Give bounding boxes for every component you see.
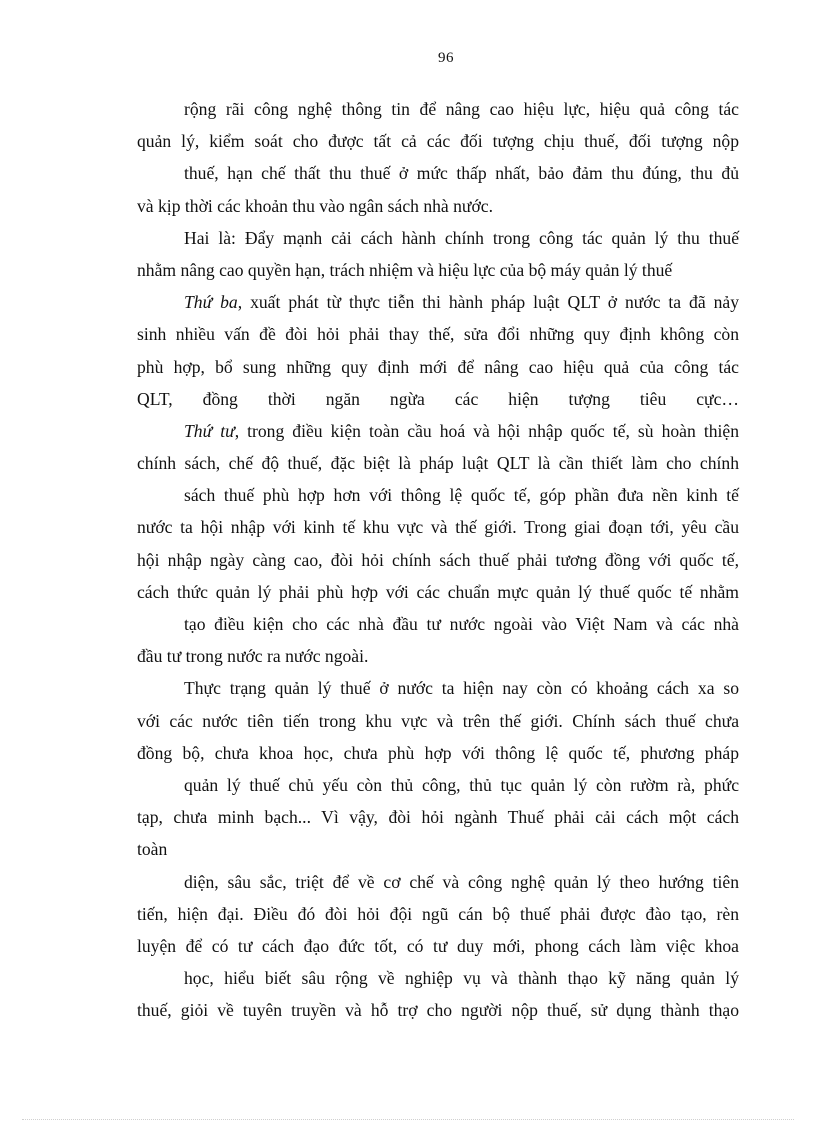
text-line-content: toàn: [137, 839, 168, 860]
text-line-content: hội nhập ngày càng cao, đòi hỏi chính sách thuế phải tương đồng với quốc tế,: [137, 549, 739, 570]
text-line-content: quản lý thuế chủ yếu còn thủ công, thủ tục quản lý còn rườm rà, phức: [184, 774, 739, 795]
text-line-content: và kịp thời các khoản thu vào ngân sách nhà nước.: [137, 195, 493, 216]
text-line: [137, 608, 739, 640]
text-line: [137, 833, 739, 865]
text-line: [137, 769, 739, 801]
text-line-content: đồng bộ, chưa khoa học, chưa phù hợp với thông lệ quốc tế, phương pháp: [137, 742, 739, 763]
italic-lead-phrase: Thứ tư: [184, 420, 235, 441]
text-line: [137, 962, 739, 994]
text-line: [137, 157, 739, 189]
text-line: [137, 383, 739, 415]
text-line-content: sinh nhiều vấn đề đòi hỏi phải thay thế, sửa đổi những quy định không còn: [137, 324, 739, 345]
text-line: [137, 511, 739, 543]
text-line-content: chính sách, chế độ thuế, đặc biệt là pháp luật QLT là cần thiết làm cho chính: [137, 453, 739, 474]
text-line-content: rộng rãi công nghệ thông tin để nâng cao hiệu lực, hiệu quả công tác: [184, 99, 739, 119]
text-line: [137, 866, 739, 898]
text-line-content: thuế, hạn chế thất thu thuế ở mức thấp nhất, bảo đảm thu đúng, thu đủ: [184, 163, 739, 184]
text-line-content: nhằm nâng cao quyền hạn, trách nhiệm và hiệu lực của bộ máy quản lý thuế: [137, 259, 673, 280]
text-line-content: học, hiểu biết sâu rộng về nghiệp vụ và thành thạo kỹ năng quản lý: [184, 968, 739, 989]
text-line-content: với các nước tiên tiến trong khu vực và trên thế giới. Chính sách thuế chưa: [137, 710, 739, 731]
italic-lead-phrase: Thứ ba: [184, 292, 238, 313]
text-line: [137, 640, 739, 672]
text-line-content: nước ta hội nhập với kinh tế khu vực và thế giới. Trong giai đoạn tới, yêu cầu: [137, 517, 739, 538]
text-line-content: tạp, chưa minh bạch... Vì vậy, đòi hỏi ngành Thuế phải cải cách một cách: [137, 807, 739, 828]
text-line-content: sách thuế phù hợp hơn với thông lệ quốc tế, góp phần đưa nền kinh tế: [184, 485, 739, 506]
text-line-content: tạo điều kiện cho các nhà đầu tư nước ngoài vào Việt Nam và các nhà: [184, 614, 739, 634]
text-line: [137, 576, 739, 608]
text-line-content: , trong điều kiện toàn cầu hoá và hội nhập quốc tế, sù hoàn thiện: [234, 420, 739, 441]
text-line-content: QLT, đồng thời ngăn ngừa các hiện tượng tiêu cực…: [137, 388, 739, 409]
text-line-content: cách thức quản lý phải phù hợp với các chuẩn mực quản lý thuế quốc tế nhằm: [137, 581, 739, 602]
text-line: [137, 737, 739, 769]
text-line-content: tiến, hiện đại. Điều đó đòi hỏi đội ngũ cán bộ thuế phải được đào tạo, rèn: [137, 903, 739, 924]
text-line: [137, 930, 739, 962]
text-line-content: Thực trạng quản lý thuế ở nước ta hiện nay còn có khoảng cách xa so: [184, 678, 739, 699]
text-line-content: luyện để có tư cách đạo đức tốt, có tư duy mới, phong cách làm việc khoa: [137, 935, 739, 956]
text-line: [137, 286, 739, 318]
text-line-content: phù hợp, bổ sung những quy định mới để nâng cao hiệu quả của công tác: [137, 356, 739, 377]
text-line: [137, 93, 739, 125]
text-line-content: Hai là: Đẩy mạnh cải cách hành chính trong công tác quản lý thu thuế: [184, 227, 739, 248]
text-line: [137, 672, 739, 704]
text-line-content: diện, sâu sắc, triệt để về cơ chế và công nghệ quản lý theo hướng tiên: [184, 871, 739, 892]
text-line-content: quản lý, kiểm soát cho được tất cả các đối tượng chịu thuế, đối tượng nộp: [137, 131, 739, 152]
text-line: [137, 254, 739, 286]
text-line: [137, 351, 739, 383]
text-line: [137, 190, 739, 222]
body-text: [137, 93, 739, 1026]
text-line: [137, 994, 739, 1026]
text-line: [137, 479, 739, 511]
text-line: [137, 801, 739, 833]
page-bottom-rule: [22, 1119, 794, 1120]
text-line: [137, 415, 739, 447]
text-line: [137, 125, 739, 157]
text-line: [137, 705, 739, 737]
text-line-content: thuế, giỏi về tuyên truyền và hỗ trợ cho người nộp thuế, sử dụng thành thạo: [137, 1000, 739, 1021]
text-line-content: , xuất phát từ thực tiễn thi hành pháp luật QLT ở nước ta đã nảy: [237, 292, 739, 313]
text-line: [137, 318, 739, 350]
page-number: 96: [438, 50, 454, 66]
text-line: [137, 898, 739, 930]
text-line-content: đầu tư trong nước ra nước ngoài.: [137, 646, 369, 667]
text-line: [137, 447, 739, 479]
text-line: [137, 544, 739, 576]
text-line: [137, 222, 739, 254]
